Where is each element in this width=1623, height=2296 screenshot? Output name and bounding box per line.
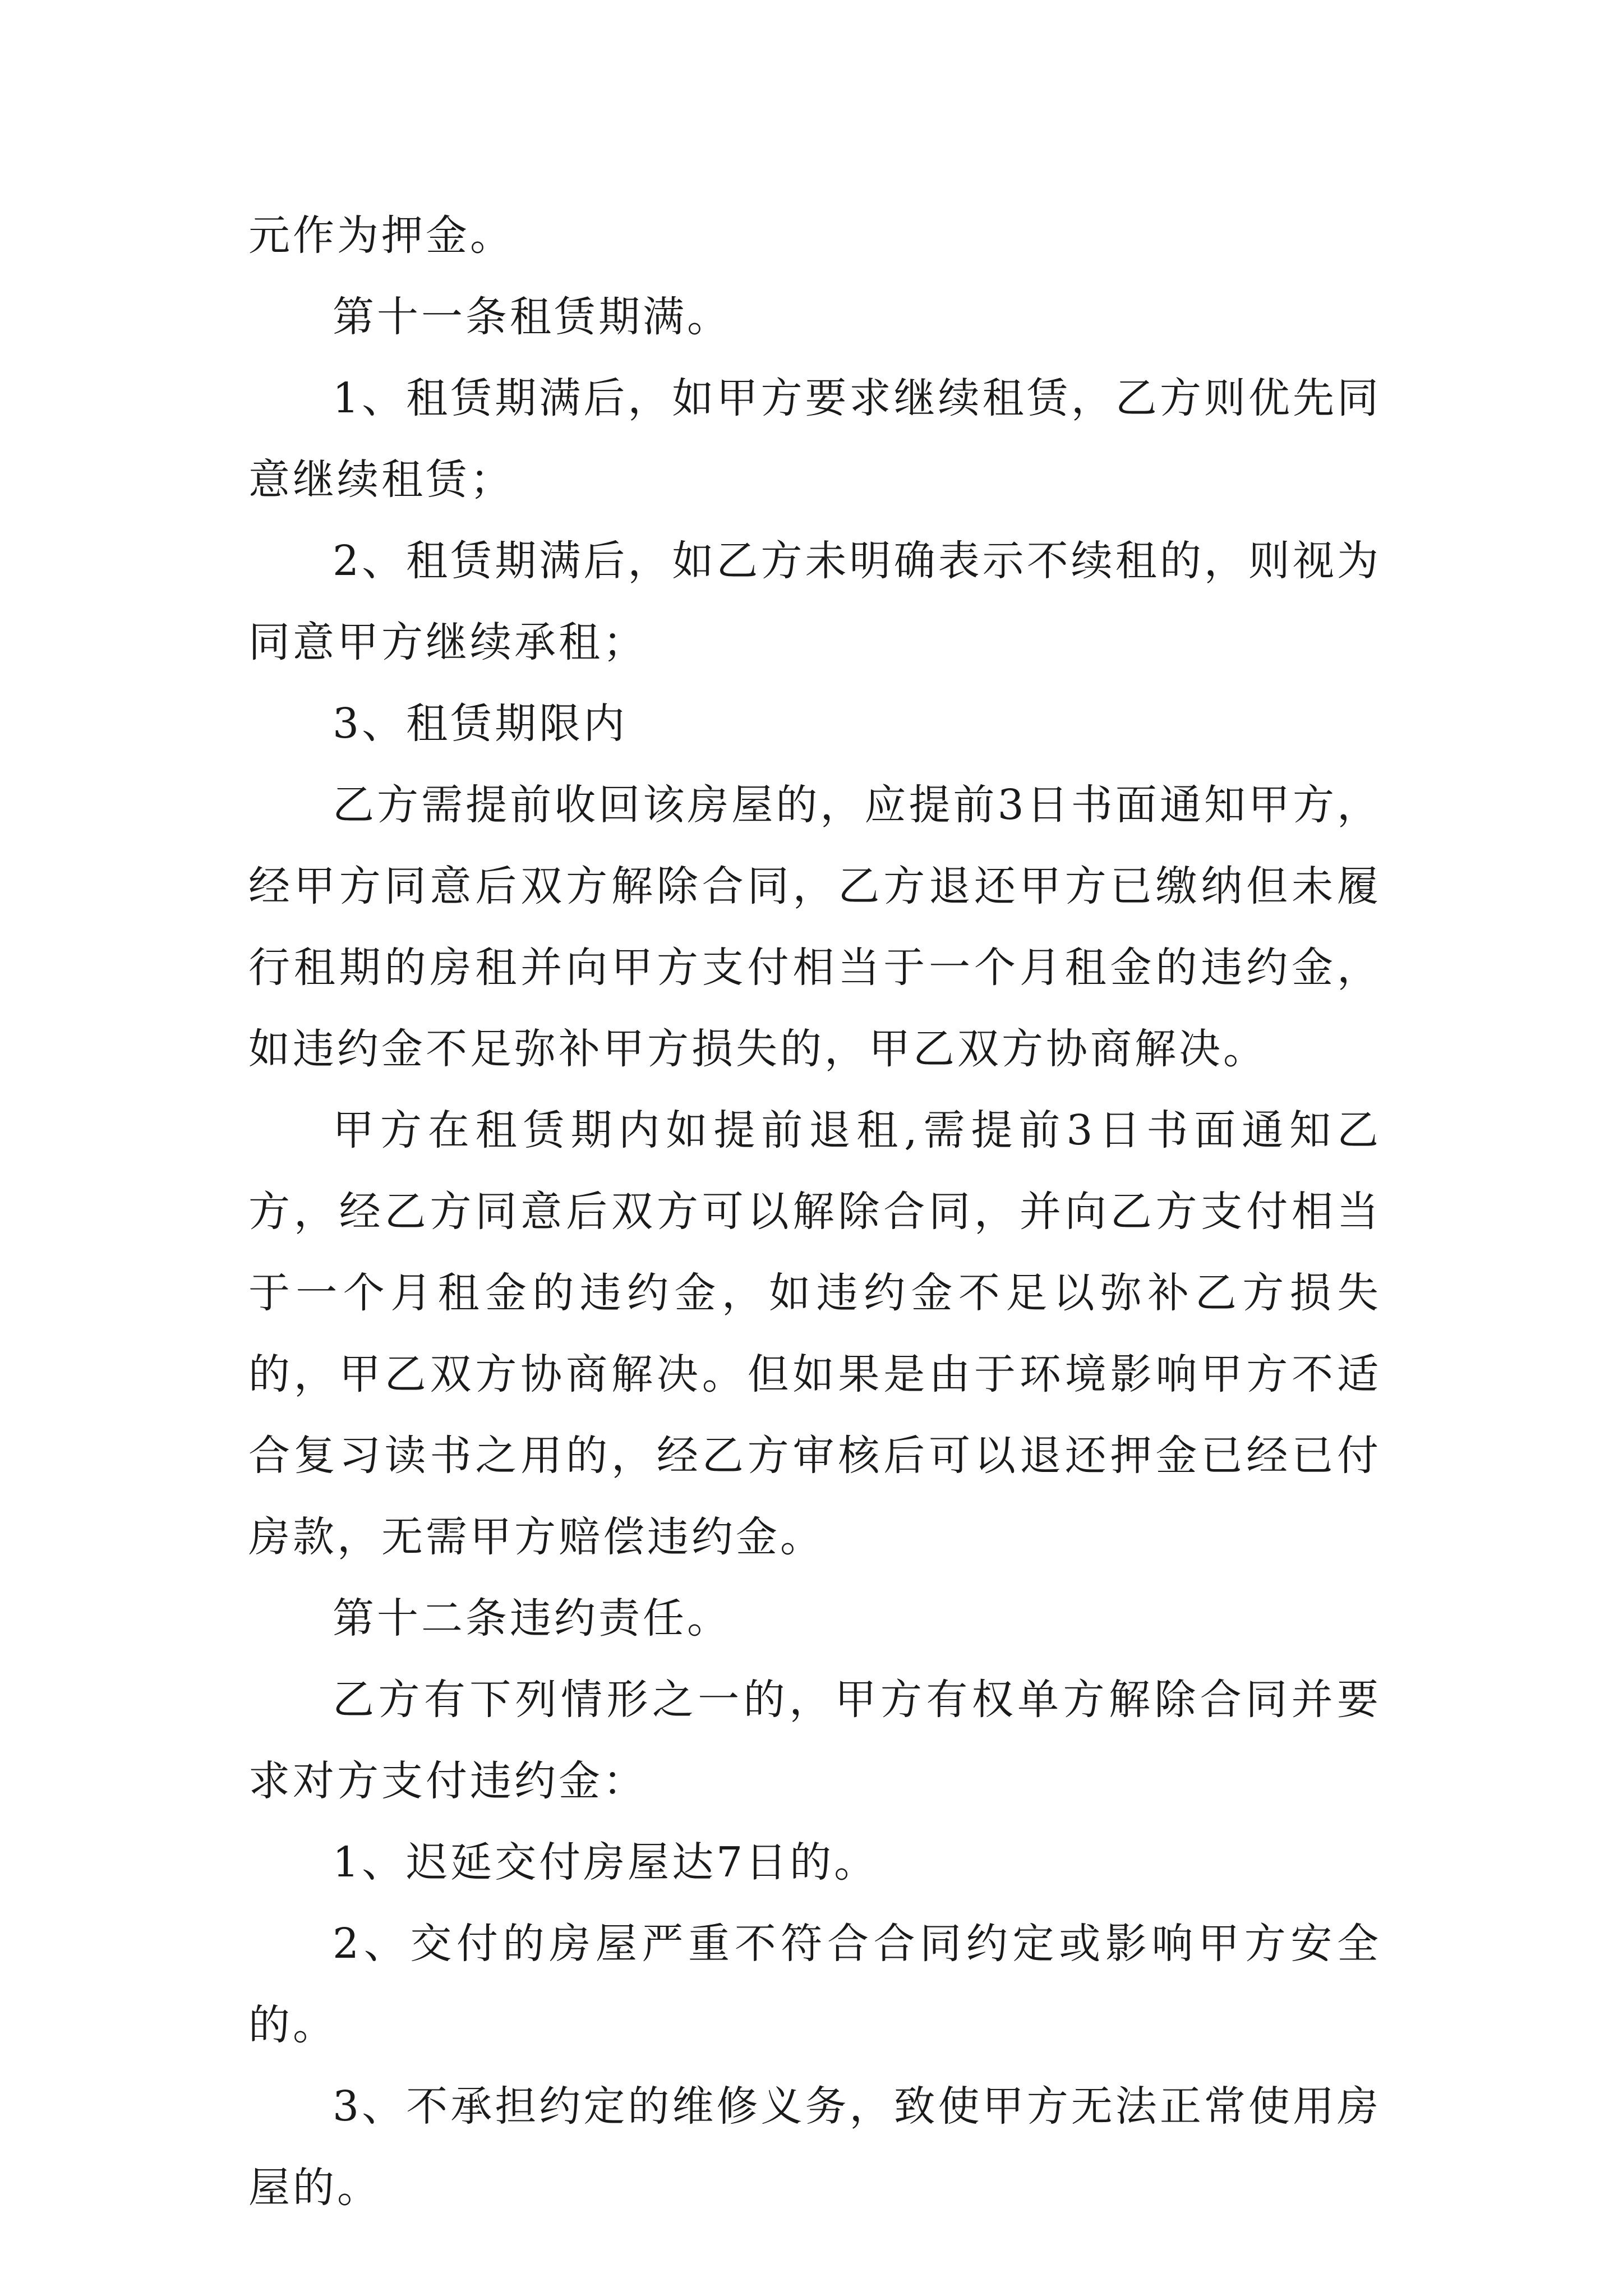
paragraph-breach-item-3: 3、不承担约定的维修义务，致使甲方无法正常使用房屋的。 <box>248 2082 1381 2212</box>
paragraph-party-a-early-termination: 甲方在租赁期内如提前退租,需提前3日书面通知乙方，经乙方同意后双方可以解除合同，并向乙方支付相当于一个月租金的违约金，如违约金不足以弥补乙方损失的，甲乙双方协商解决。但如果是由于环境影响甲方不适合复习读书之用的，经乙方审核后可以退还押金已经已付房款，无需甲方赔偿违约金。 <box>248 1106 1381 1561</box>
paragraph-article-11-item-1: 1、租赁期满后，如甲方要求继续租赁，乙方则优先同意继续租赁； <box>248 374 1381 504</box>
heading-article-11: 第十一条租赁期满。 <box>333 293 731 341</box>
heading-article-12: 第十二条违约责任。 <box>333 1594 731 1642</box>
contract-body <box>248 195 1381 2229</box>
paragraph-party-b-early-termination: 乙方需提前收回该房屋的，应提前3日书面通知甲方，经甲方同意后双方解除合同，乙方退还甲方已缴纳但未履行租期的房租并向甲方支付相当于一个月租金的违约金，如违约金不足弥补甲方损失的，甲乙双方协商解决。 <box>248 781 1381 1073</box>
paragraph-breach-item-2: 2、交付的房屋严重不符合合同约定或影响甲方安全的。 <box>248 1920 1381 2049</box>
paragraph-article-11-item-3: 3、租赁期限内 <box>333 700 628 748</box>
paragraph-breach-item-1: 1、迟延交付房屋达7日的。 <box>333 1838 879 1887</box>
paragraph-breach-intro: 乙方有下列情形之一的，甲方有权单方解除合同并要求对方支付违约金： <box>248 1676 1381 1805</box>
paragraph-article-11-item-2: 2、租赁期满后，如乙方未明确表示不续租的，则视为同意甲方继续承租； <box>248 537 1381 666</box>
paragraph-deposit-end: 元作为押金。 <box>248 211 514 260</box>
